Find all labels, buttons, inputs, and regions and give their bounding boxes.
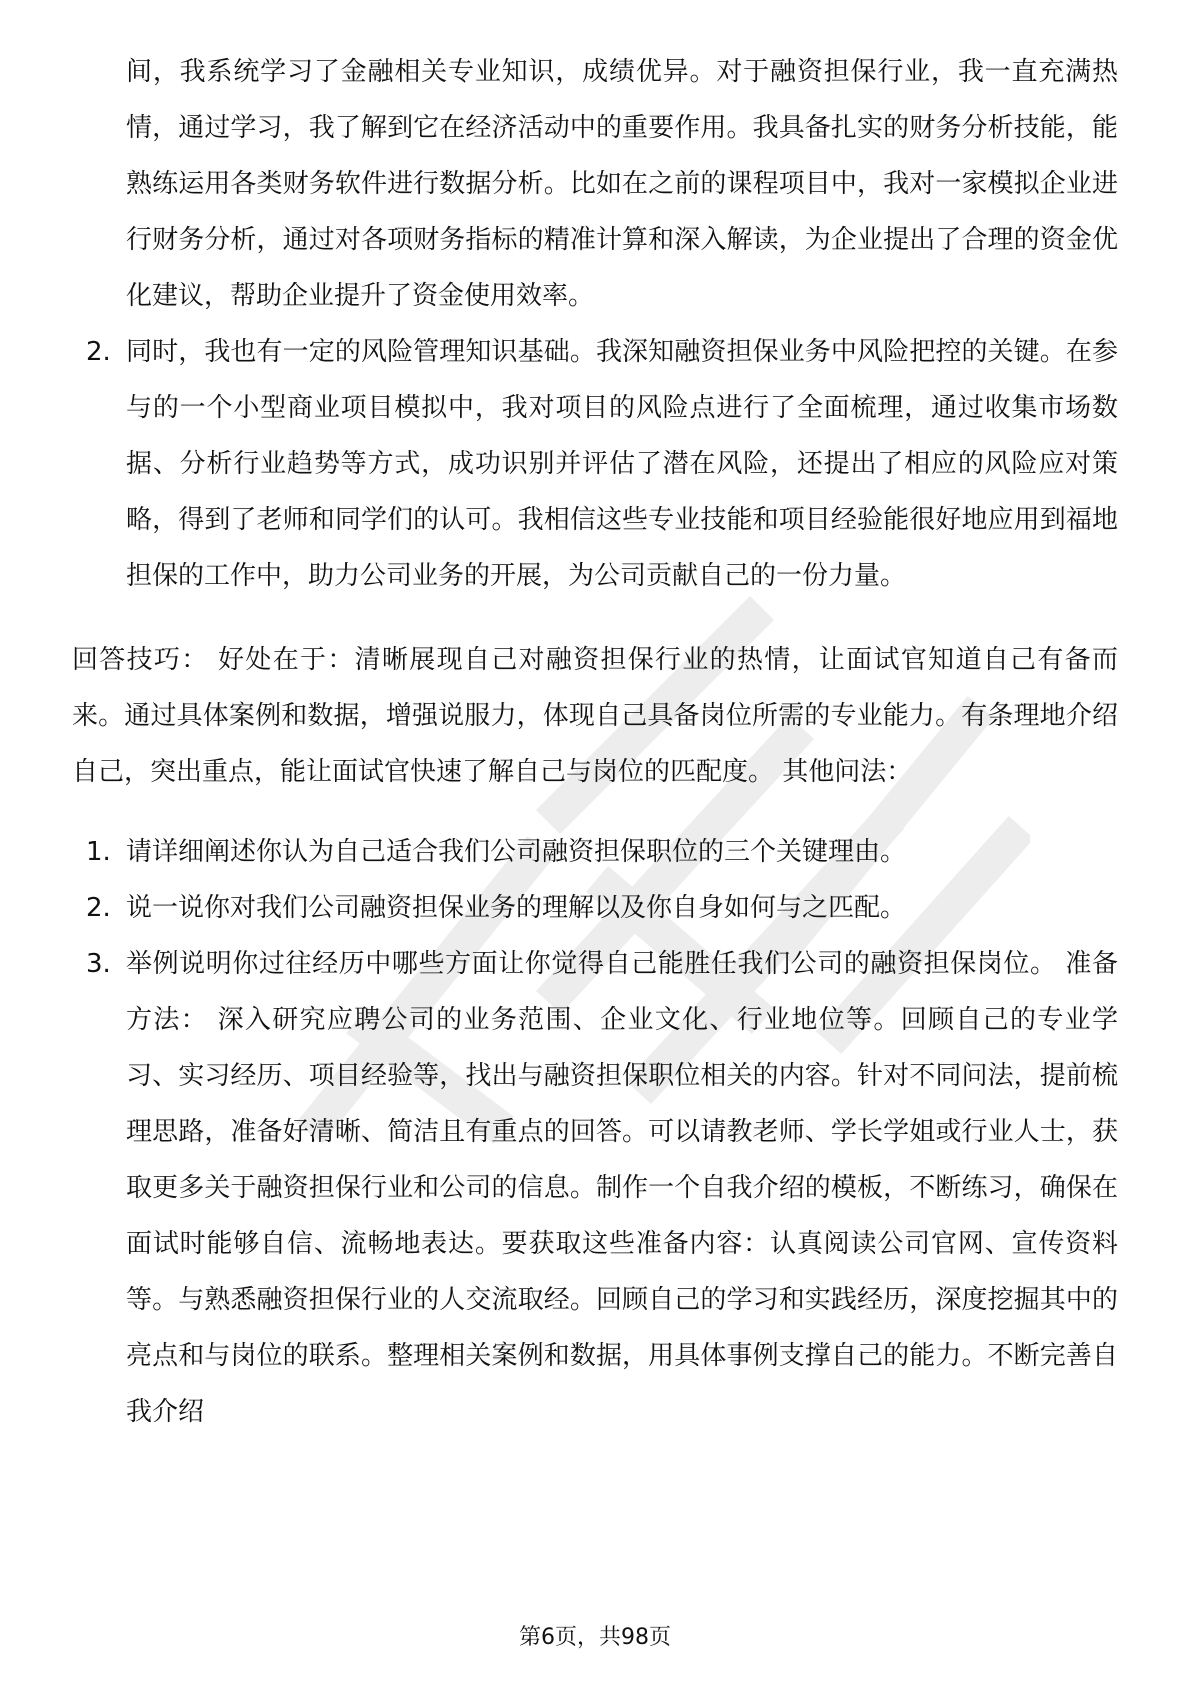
- question-item-3: [72, 936, 1118, 1440]
- spacer: [72, 800, 1118, 824]
- question-text: 请详细阐述你认为自己适合我们公司融资担保职位的三个关键理由。: [126, 837, 907, 867]
- question-item-1: [72, 824, 1118, 880]
- list-number: 2.: [86, 893, 111, 923]
- document-body: [72, 44, 1118, 1440]
- list-number: 1.: [86, 837, 111, 867]
- spacer: [72, 604, 1118, 632]
- page-footer: 第6页，共98页: [519, 1625, 671, 1650]
- question-text: 举例说明你过往经历中哪些方面让你觉得自己能胜任我们公司的融资担保岗位。 准备方法： 深入研究应聘公司的业务范围、企业文化、行业地位等。回顾自己的专业学习、实习经历、项目经验等，找出与融资担保职位相关的内容。针对不同问法，提前梳理思路，准备好清晰、简洁且有重点的回答。可以请教老师、学长学姐或行业人士，获取更多关于融资担保行业和公司的信息。制作一个自我介绍的模板，不断练习，确保在面试时能够自信、流畅地表达。要获取这些准备内容：认真阅读公司官网、宣传资料等。与熟悉融资担保行业的人交流取经。回顾自己的学习和实践经历，深度挖掘其中的亮点和与岗位的联系。整理相关案例和数据，用具体事例支撑自己的能力。不断完善自我介绍: [126, 949, 1118, 1427]
- question-item-2: [72, 880, 1118, 936]
- list-number: 2.: [86, 337, 111, 367]
- list-item-continuation: 间，我系统学习了金融相关专业知识，成绩优异。对于融资担保行业，我一直充满热情，通过学习，我了解到它在经济活动中的重要作用。我具备扎实的财务分析技能，能熟练运用各类财务软件进行数据分析。比如在之前的课程项目中，我对一家模拟企业进行财务分析，通过对各项财务指标的精准计算和深入解读，为企业提出了合理的资金优化建议，帮助企业提升了资金使用效率。: [126, 57, 1118, 311]
- list-item-text: 同时，我也有一定的风险管理知识基础。我深知融资担保业务中风险把控的关键。在参与的一个小型商业项目模拟中，我对项目的风险点进行了全面梳理，通过收集市场数据、分析行业趋势等方式，成功识别并评估了潜在风险，还提出了相应的风险应对策略，得到了老师和同学们的认可。我相信这些专业技能和项目经验能很好地应用到福地担保的工作中，助力公司业务的开展，为公司贡献自己的一份力量。: [126, 337, 1118, 591]
- tips-paragraph: 回答技巧： 好处在于：清晰展现自己对融资担保行业的热情，让面试官知道自己有备而来。通过具体案例和数据，增强说服力，体现自己具备岗位所需的专业能力。有条理地介绍自己，突出重点，能让面试官快速了解自己与岗位的匹配度。 其他问法：: [72, 645, 1118, 787]
- list-number: 3.: [86, 949, 111, 979]
- list-item-2: [72, 324, 1118, 604]
- question-text: 说一说你对我们公司融资担保业务的理解以及你自身如何与之匹配。: [126, 893, 907, 923]
